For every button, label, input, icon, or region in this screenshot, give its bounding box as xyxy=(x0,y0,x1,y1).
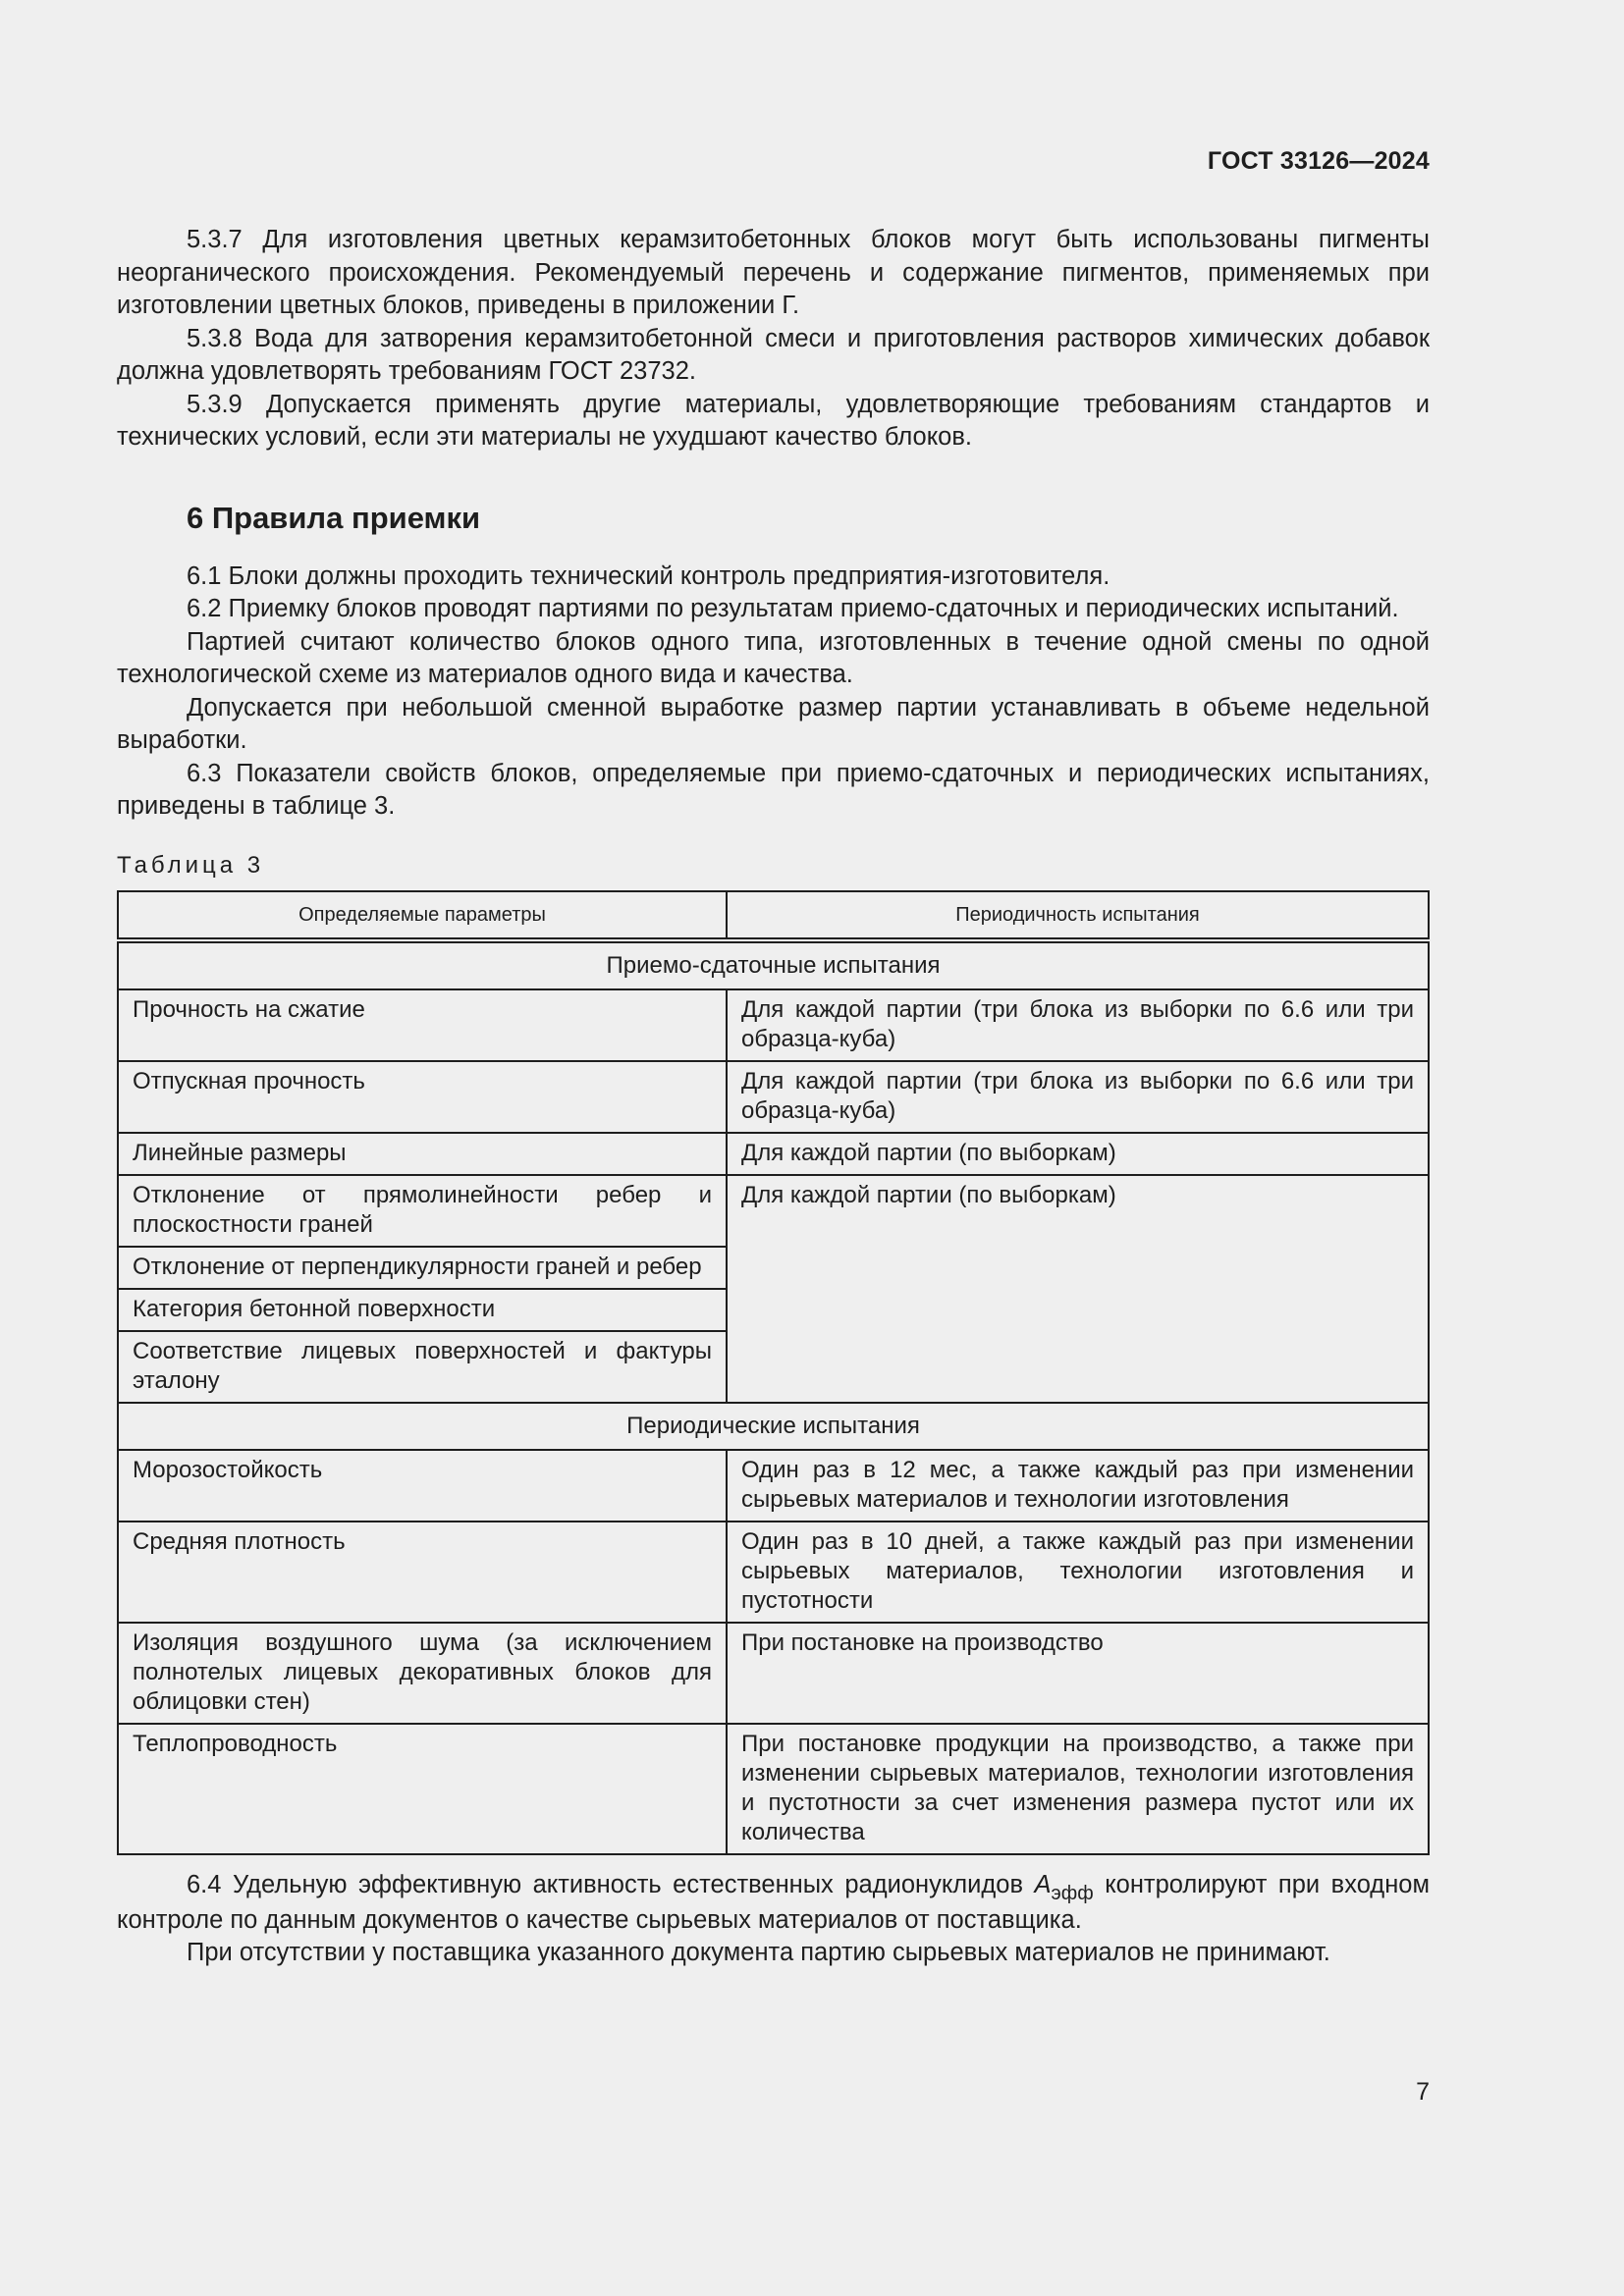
frequency-cell: При постановке на производство xyxy=(727,1623,1429,1724)
table-3 xyxy=(117,890,1430,1855)
page-number: 7 xyxy=(1416,2078,1430,2106)
parameter-cell: Морозостойкость xyxy=(118,1450,727,1522)
parameter-cell: Отпускная прочность xyxy=(118,1061,727,1133)
page-content xyxy=(117,224,1430,1970)
paragraph-6-2: 6.2 Приемку блоков проводят партиями по результатам приемо-сдаточных и периодических испытаний. xyxy=(187,595,1399,623)
parameter-cell: Категория бетонной поверхности xyxy=(118,1289,727,1331)
paragraph-6-4-end: контролируют при входном контроле по данным документов о качестве сырьевых материалов от поставщика. xyxy=(117,1871,1430,1934)
parameter-cell: Линейные размеры xyxy=(118,1133,727,1175)
parameter-cell: Теплопроводность xyxy=(118,1724,727,1854)
header-cell-parameters: Определяемые параметры xyxy=(118,891,727,940)
frequency-cell: При постановке продукции на производство, а также при изменении сырьевых материалов, технологии изготовления и пустотности за счет изменения размера пустот или их количества xyxy=(727,1724,1429,1854)
parameter-cell: Отклонение от перпендикулярности граней и ребер xyxy=(118,1247,727,1289)
paragraph-5-3-8: 5.3.8 Вода для затворения керамзитобетонной смеси и приготовления растворов химических добавок должна удовлетворять требованиям ГОСТ 23732. xyxy=(117,324,1430,385)
section-acceptance-tests: Приемо-сдаточные испытания xyxy=(118,940,1429,989)
document-header: ГОСТ 33126—2024 xyxy=(1207,147,1430,175)
frequency-cell: Для каждой партии (три блока из выборки по 6.6 или три образца-куба) xyxy=(727,989,1429,1061)
paragraph-5-3-7: 5.3.7 Для изготовления цветных керамзитобетонных блоков могут быть использованы пигменты неорганического происхождения. Рекомендуемый перечень и содержание пигментов, применяемых при изготовлении цветных блоков, приведены в приложении Г. xyxy=(117,226,1430,319)
parameter-cell: Прочность на сжатие xyxy=(118,989,727,1061)
table-row xyxy=(118,1450,1429,1522)
frequency-cell: Один раз в 12 мес, а также каждый раз при изменении сырьевых материалов и технологии изготовления xyxy=(727,1450,1429,1522)
table-section-row xyxy=(118,1403,1429,1450)
parameter-cell: Средняя плотность xyxy=(118,1522,727,1623)
paragraph-6-4 xyxy=(117,1869,1430,1937)
paragraph-batch-definition: Партией считают количество блоков одного типа, изготовленных в течение одной смены по одной технологической схеме из материалов одного вида и качества. xyxy=(117,627,1430,689)
activity-subscript: эфф xyxy=(1051,1883,1094,1905)
parameter-cell: Изоляция воздушного шума (за исключением полнотелых лицевых декоративных блоков для облицовки стен) xyxy=(118,1623,727,1724)
table-caption: Таблица 3 xyxy=(117,851,265,879)
table-row xyxy=(118,1061,1429,1133)
frequency-cell: Для каждой партии (три блока из выборки по 6.6 или три образца-куба) xyxy=(727,1061,1429,1133)
parameter-cell: Отклонение от прямолинейности ребер и плоскостности граней xyxy=(118,1175,727,1247)
paragraph-6-1: 6.1 Блоки должны проходить технический контроль предприятия-изготовителя. xyxy=(187,561,1110,590)
parameter-cell: Соответствие лицевых поверхностей и фактуры эталону xyxy=(118,1331,727,1403)
after-table-text xyxy=(117,1869,1430,1970)
frequency-cell: Для каждой партии (по выборкам) xyxy=(727,1133,1429,1175)
table-row xyxy=(118,1724,1429,1854)
paragraph-supplier-doc: При отсутствии у поставщика указанного документа партию сырьевых материалов не принимают. xyxy=(187,1939,1330,1967)
table-header-row xyxy=(118,891,1429,940)
table-row xyxy=(118,1175,1429,1247)
section-periodic-tests: Периодические испытания xyxy=(118,1403,1429,1450)
frequency-cell-merged: Для каждой партии (по выборкам) xyxy=(727,1175,1429,1403)
frequency-cell: Один раз в 10 дней, а также каждый раз при изменении сырьевых материалов, технологии изготовления и пустотности xyxy=(727,1522,1429,1623)
paragraph-6-4-start: 6.4 Удельную эффективную активность естественных радионуклидов xyxy=(187,1871,1035,1899)
table-row xyxy=(118,1133,1429,1175)
paragraph-5-3-9: 5.3.9 Допускается применять другие материалы, удовлетворяющие требованиям стандартов и технических условий, если эти материалы не ухудшают качество блоков. xyxy=(117,390,1430,451)
paragraph-weekly-batch: Допускается при небольшой сменной выработке размер партии устанавливать в объеме недельной выработки. xyxy=(117,693,1430,755)
table-row xyxy=(118,1522,1429,1623)
table-section-row xyxy=(118,940,1429,989)
paragraph-6-3: 6.3 Показатели свойств блоков, определяемые при приемо-сдаточных и периодических испытаниях, приведены в таблице 3. xyxy=(117,759,1430,821)
header-cell-frequency: Периодичность испытания xyxy=(727,891,1429,940)
section-heading: 6 Правила приемки xyxy=(187,500,481,535)
table-row xyxy=(118,1623,1429,1724)
activity-symbol: A xyxy=(1034,1871,1052,1899)
table-row xyxy=(118,989,1429,1061)
